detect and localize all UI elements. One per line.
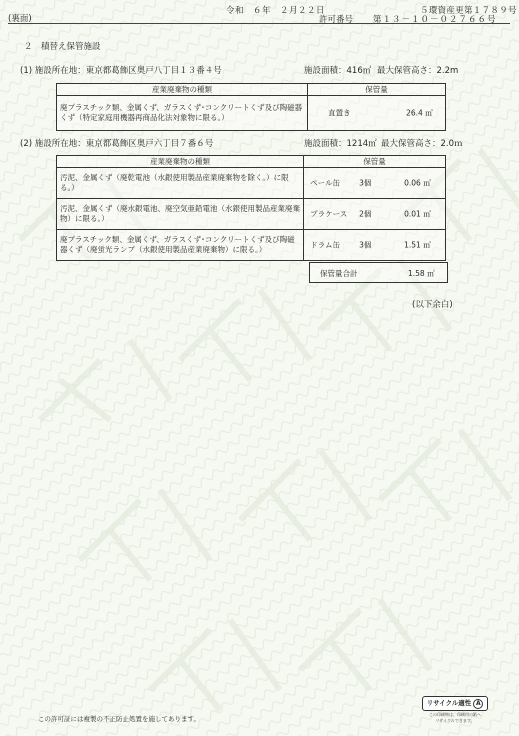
facility1-waste-table [56, 83, 446, 131]
recycle-suitability-mark [407, 690, 503, 723]
storage-method: プラケース [310, 209, 348, 219]
table-header-row [57, 156, 446, 168]
storage-cell [308, 96, 446, 131]
storage-amount-header: 保管量 [308, 84, 446, 96]
storage-cell [304, 199, 446, 230]
storage-cell [304, 168, 446, 199]
recycle-level: A [473, 699, 483, 709]
table-row [57, 199, 446, 230]
recycle-badge [422, 696, 489, 711]
permit-number-label: 許可番号 [319, 15, 354, 25]
waste-type-header: 産業廃棄物の種類 [57, 156, 304, 168]
storage-method: ドラム缶 [310, 240, 341, 250]
facility1-address: (1) 施設所在地：東京都葛飾区奥戸八丁目１３番４号 [20, 66, 222, 76]
facility2-waste-table [56, 155, 446, 261]
storage-count: 3個 [359, 178, 372, 188]
storage-cell [304, 230, 446, 261]
facility2-max-height: 最大保管高さ：2.0ｍ [381, 139, 463, 149]
table-header-row [57, 84, 446, 96]
storage-amount: 1.51 ㎥ [404, 240, 431, 250]
page-side-label: (裏面) [8, 14, 32, 24]
issue-date: 令和 ６年 ２月２２日 [226, 6, 326, 16]
waste-type-cell: 汚泥、金属くず（廃乾電池（水銀使用製品産業廃棄物を除く。）に限る。） [57, 168, 304, 199]
recycle-note-line1: この印刷物は、印刷用の紙へ [429, 712, 481, 717]
storage-amount-header: 保管量 [304, 156, 446, 168]
storage-method: 直置き [328, 108, 351, 118]
facility1-area: 施設面積：416㎡ [304, 66, 372, 76]
storage-amount: 26.4 ㎥ [406, 108, 433, 118]
waste-type-header: 産業廃棄物の種類 [57, 84, 308, 96]
storage-count: 3個 [359, 240, 372, 250]
waste-type-cell: 廃プラスチック類、金属くず、ガラスくず･コンクリートくず及び陶磁器くず（廃蛍光ランプ（水銀使用製品産業廃棄物）に限る。） [57, 230, 304, 261]
storage-amount: 0.06 ㎥ [404, 178, 431, 188]
end-of-content-note: (以下余白) [412, 300, 453, 310]
storage-method: ペール缶 [310, 178, 340, 188]
permit-number: 第１３－１０－０２７６６号 [373, 15, 497, 25]
anti-copy-notice: この許可証には複製の不正防止処置を施してあります。 [38, 715, 200, 723]
recycle-note-line2: リサイクルできます。 [435, 718, 475, 723]
header-divider [8, 23, 510, 24]
table-row [57, 96, 446, 131]
facility1-max-height: 最大保管高さ：2.2m [377, 66, 459, 76]
storage-amount: 0.01 ㎥ [404, 209, 431, 219]
storage-count: 2個 [359, 209, 372, 219]
storage-total-box [309, 262, 448, 283]
facility2-address: (2) 施設所在地：東京都葛飾区奥戸六丁目７番６号 [20, 139, 214, 149]
facility2-area: 施設面積：1214㎡ [304, 139, 377, 149]
waste-type-cell: 廃プラスチック類、金属くず、ガラスくず･コンクリートくず及び陶磁器くず（特定家庭用機器再商品化法対象物に限る。） [57, 96, 308, 131]
storage-total-value: 1.58 ㎥ [408, 269, 435, 278]
table-row [57, 230, 446, 261]
storage-total-label: 保管量合計 [320, 269, 358, 278]
waste-type-cell: 汚泥、金属くず（廃水銀電池、廃空気亜鉛電池（水銀使用製品産業廃棄物）に限る。） [57, 199, 304, 230]
document-number: ５環資産更第１７８９号 [420, 6, 517, 16]
section-title: ２ 積替え保管施設 [24, 42, 101, 52]
table-row [57, 168, 446, 199]
recycle-label: リサイクル適性 [426, 699, 472, 707]
